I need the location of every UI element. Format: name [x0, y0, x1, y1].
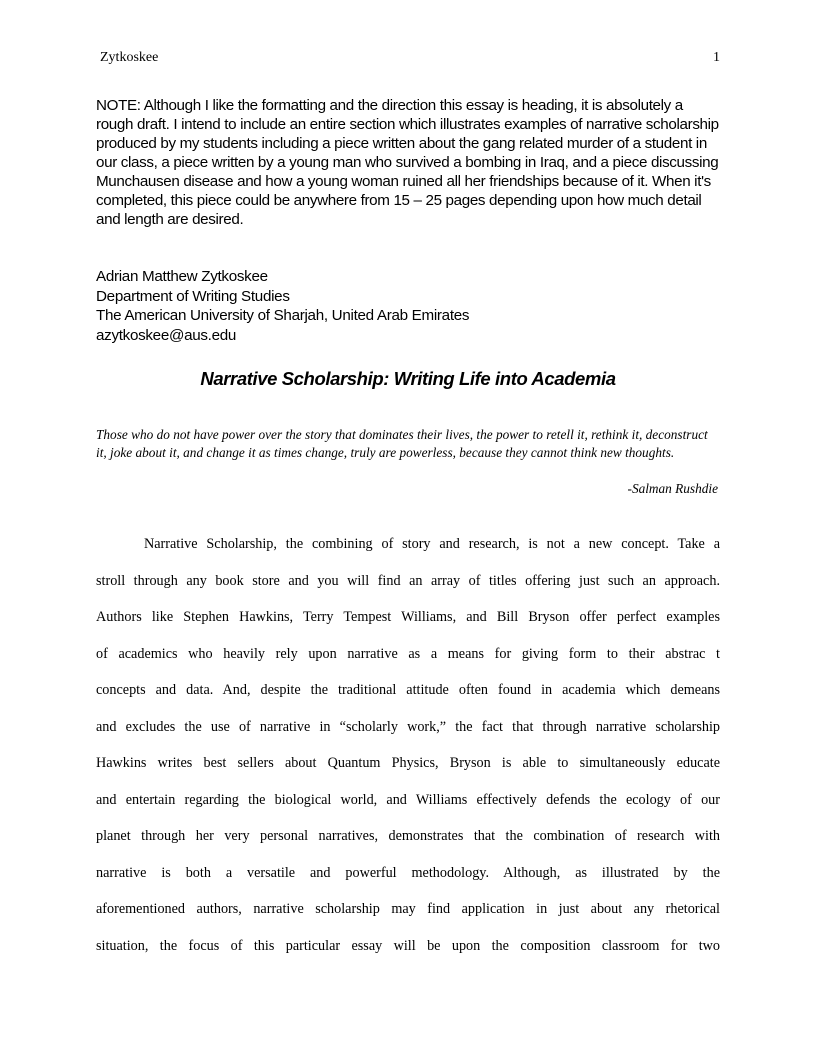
body-line: and entertain regarding the biological world, and Williams effectively defends the ecology of our	[96, 791, 720, 808]
author-contact-block	[96, 267, 720, 345]
body-line: of academics who heavily rely upon narrative as a means for giving form to their abstrac t	[96, 645, 720, 662]
body-line: concepts and data. And, despite the traditional attitude often found in academia which demeans	[96, 682, 720, 698]
author-department: Department of Writing Studies	[96, 287, 290, 305]
body-line: aforementioned authors, narrative scholarship may find application in just about any rhetorical	[96, 901, 720, 917]
epigraph-attribution: -Salman Rushdie	[627, 481, 718, 496]
essay-title: Narrative Scholarship: Writing Life into Academia	[200, 368, 616, 389]
header-author: Zytkoskee	[100, 50, 159, 65]
body-line: situation, the focus of this particular essay will be upon the composition classroom for two	[96, 937, 720, 954]
author-name: Adrian Matthew Zytkoskee	[96, 268, 268, 285]
author-email: azytkoskee@aus.edu	[96, 326, 237, 344]
body-line: Narrative Scholarship, the combining of story and research, is not a new concept. Take a	[144, 536, 720, 552]
page-number: 1	[713, 50, 720, 65]
author-institution: The American University of Sharjah, United Arab Emirates	[96, 307, 470, 324]
body-line: Hawkins writes best sellers about Quantum Physics, Bryson is able to simultaneously educate	[96, 755, 720, 771]
draft-note: NOTE: Although I like the formatting and the direction this essay is heading, it is absolutely a rough draft. I intend to include an entire section which illustrates examples of narrative scholarship produced by my students including a piece written about the gang related murder of a student in our class, a piece written by a young man who survived a bombing in Iraq, and a piece discussing Munchausen disease and how a young woman ruined all her friendships because of it. When it's completed, this piece could be anywhere from 15 – 25 pages depending upon how much detail and length are desired.	[96, 97, 719, 228]
epigraph-quote: Those who do not have power over the story that dominates their lives, the power to retell it, rethink it, deconstruct it, joke about it, and change it as times change, truly are powerless, because they cannot think new thoughts.	[96, 427, 708, 460]
body-line: planet through her very personal narratives, demonstrates that the combination of research with	[96, 828, 720, 844]
body-line: Authors like Stephen Hawkins, Terry Tempest Williams, and Bill Bryson offer perfect examples	[96, 609, 720, 625]
body-line: and excludes the use of narrative in “scholarly work,” the fact that through narrative scholarship	[96, 718, 720, 735]
body-line: narrative is both a versatile and powerful methodology. Although, as illustrated by the	[96, 864, 720, 881]
body-line: stroll through any book store and you will find an array of titles offering just such an approach.	[96, 572, 720, 589]
essay-body	[96, 532, 720, 970]
page-header	[100, 50, 720, 68]
